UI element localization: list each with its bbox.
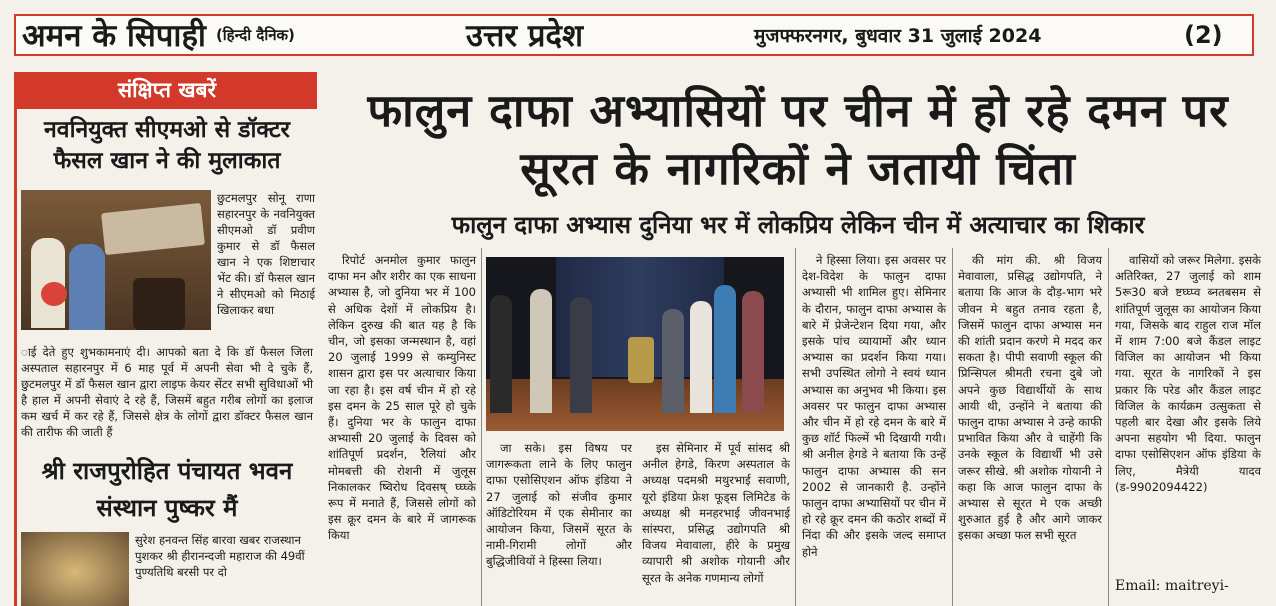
- main-headline: फालुन दाफा अभ्यासियों पर चीन में हो रहे दमन पर सूरत के नागरिकों ने जतायी चिंता: [367, 84, 1229, 195]
- contact-email: Email: maitreyi-: [1115, 578, 1229, 594]
- column-rule: [795, 248, 796, 606]
- page-number: (2): [1184, 21, 1223, 49]
- article-column-6: वासियों को जरूर मिलेगा. इसके अतिरिक्त, 27 जुलाई को शाम 5रू30 बजे ष्टघ्घ्प्व ब्नतबसम से शांतिपूर्ण जुलूस का आयोजन किया गया, जिसके बाद राहुल राज मॉल में शाम 7:00 बजे कैंडल लाइट विजिल का आयोजन भी किया गया. सूरत के नागरिकों ने इस प्रकार कि परेड और कैंडल लाइट विजिल के कार्यक्रम उत्सुकता से पहली बार देखा और इसके लिये अपना सहयोग भी दिया. फालुन दाफा एसोसिएशन ऑफ इंडिया के लिए, मैत्रेयी यादव (ड-9902094422): [1115, 253, 1261, 494]
- cmo-meeting-photo: [21, 190, 211, 330]
- brief-story2-title: श्री राजपुरोहित पंचायत भवन संस्थान पुष्कर मैं: [41, 456, 293, 522]
- brief-story1-title: नवनियुक्त सीएमओ से डॉक्टर फैसल खान ने की मुलाकात: [44, 117, 290, 174]
- main-subheadline: फालुन दाफा अभ्यास दुनिया भर में लोकप्रिय लेकिन चीन में अत्याचार का शिकार: [451, 211, 1145, 239]
- seminar-stage-photo: [486, 257, 784, 431]
- masthead: [14, 14, 1254, 56]
- temple-photo: [21, 532, 129, 606]
- brief-news-column: [14, 72, 317, 606]
- article-column-1: रिपोर्ट अनमोल कुमार फालुन दाफा मन और शरीर का एक साधना अभ्यास है, जो दुनिया भर में 100 से अधिक देशों में लोकप्रिय है। लेकिन दुरुख की बात यह है कि चीन, जो इसका जन्मस्थान है, वहां 20 जुलाई 1999 से कम्युनिस्ट शासन द्वारा इस पर अत्याचार किया जा रहा है। इस वर्ष चीन में हो रहे इस दमन के 25 साल पूरे हो चुके हैं। दुनिया भर के फालुन दाफा अभ्यासी 20 जुलाई के दिवस को शांतिपूर्ण प्रदर्शन, रैलियां और मोमबत्ती की रोशनी में जुलूस निकालकर ष्विरोध दिवसष् घ्घ्घ्के रूप में मनाते हैं, जिससे लोगों को इस क्रूर दमन के बारे में जागरूक किया: [328, 253, 476, 543]
- brief-story1-text: ाई देते हुए शुभकामनाएं दी। आपको बता दे कि डॉ फैसल जिला अस्पताल सहारनपुर में 6 माह पूर्व में अपनी सेवा भी दे चुके हैं, छुटमलपुर में डॉ फैसल खान द्वारा लाइफ केयर सेंटर सभी सुविधाओं भी है हाल में अपनी सेवाएं दे रहे हैं, जिसमें बहुत गरीब लोगों का इलाज कम खर्च में कर रहे हैं, जिससे क्षेत्र के लोगों द्वारा डॉक्टर फैसल खान की तारीफ की जाती हैं: [21, 345, 313, 439]
- brief-story1-side-text: छुटमलपुर सोनू राणा सहारनपुर के नवनियुक्त सीएमओ डॉ प्रवीण कुमार से डॉ फैसल खान ने एक शिष्टाचार भेंट की। डॉ फैसल खान ने सीएमओ को मिठाई खिलाकर बधा: [217, 191, 315, 317]
- dateline: मुजफ्फरनगर, बुधवार 31 जुलाई 2024: [754, 25, 1042, 47]
- article-column-3: इस सेमिनार में पूर्व सांसद श्री अनील हेगडे, किरण अस्पताल के अध्यक्ष पदमश्री मथुरभाई सवाणी, यूरो इंडिया फ्रेश फूड्स लिमिटेड के अध्यक्ष श्री मनहरभाई जीवनभाई सांस्परा, प्रसिद्ध उद्योगपति श्री विजय मेवावाला, हीरे के प्रमुख व्यापारी श्री अशोक गोयानी और सूरत के अनेक गणमान्य लोगों: [642, 441, 790, 585]
- column-rule: [481, 248, 482, 606]
- column-rule: [1108, 248, 1109, 606]
- state-name: उत्तर प्रदेश: [466, 18, 584, 54]
- brief-story2-text: सुरेश हनवन्त सिंह बारवा खबर राजस्थान पुशकर श्री हीरानन्दजी महाराज की 49वीं पुण्यतिथि बरसी पर दो: [135, 533, 305, 579]
- paper-name: अमन के सिपाही: [22, 18, 206, 54]
- brief-section-label: संक्षिप्त खबरें: [17, 72, 317, 109]
- article-column-4: ने हिस्सा लिया। इस अवसर पर देश-विदेश के फालुन दाफा अभ्यासी भी शामिल हुए। सेमिनार के दौरान, फालुन दाफा अभ्यास के बारे में प्रेजेन्टेशन दिया गया, और इसके पांच व्यायामों और ध्यान अभ्यास का प्रदर्शन किया गया। सभी उपस्थित लोगो ने स्वयं ध्यान अभ्यास का अनुभव भी किया। इस अवसर पर फालुन दाफा अभ्यास और चीन में हो रहे दमन के बारे में कुछ शॉर्ट फिल्में भी दिखायी गयी। श्री अनील हेगडे ने बताया कि उन्हें फालुन दाफा अभ्यास की सन 2002 से जानकारी है. उन्होंने फालुन दाफा अभ्यासियों पर चीन में हो रहे क्रूर दमन की कठोर शब्दों में निंदा की और इसके जल्द समाप्त होने: [802, 253, 946, 559]
- column-rule: [952, 248, 953, 606]
- article-column-5: की मांग की. श्री विजय मेवावाला, प्रसिद्ध उद्योगपति, ने बताया कि आज के दौड़-भाग भरे जीवन मे बहुत तनाव रहता है, जिसमें फालुन दाफा अभ्यास मन की शांती प्रदान करणे मे मदद कर सकता है। पीपी सवाणी स्कूल की प्रिन्सिपल श्रीमती रचना दुबे जो अपने कुछ विद्यार्थीयों के साथ आयी थी, उन्होंने ने बताया की फालुन दाफा अभ्यास ने उन्हे काफी प्रभावित किया और वे चाहेंगी कि उनके स्कूल के विद्यार्थी भी उसे जरूर सीखे. श्री अशोक गोयानी ने कहा कि आज फालुन दाफा के अभ्यास से सूरत मे एक अच्छी शुरुआत हुई है और आगे जाकर इसका अच्छा फल सभी सूरत: [958, 253, 1102, 543]
- article-column-2: जा सके। इस विषय पर जागरूकता लाने के लिए फालुन दाफा एसोसिएशन ऑफ इंडिया ने 27 जुलाई को संजीव कुमार ऑडिटोरियम में एक सेमीनार का आयोजन किया, जिसमें सूरत के नामी-गिरामी लोगों और बुद्धिजीवियों ने हिस्सा लिया।: [486, 441, 632, 569]
- paper-type: (हिन्दी दैनिक): [215, 26, 295, 44]
